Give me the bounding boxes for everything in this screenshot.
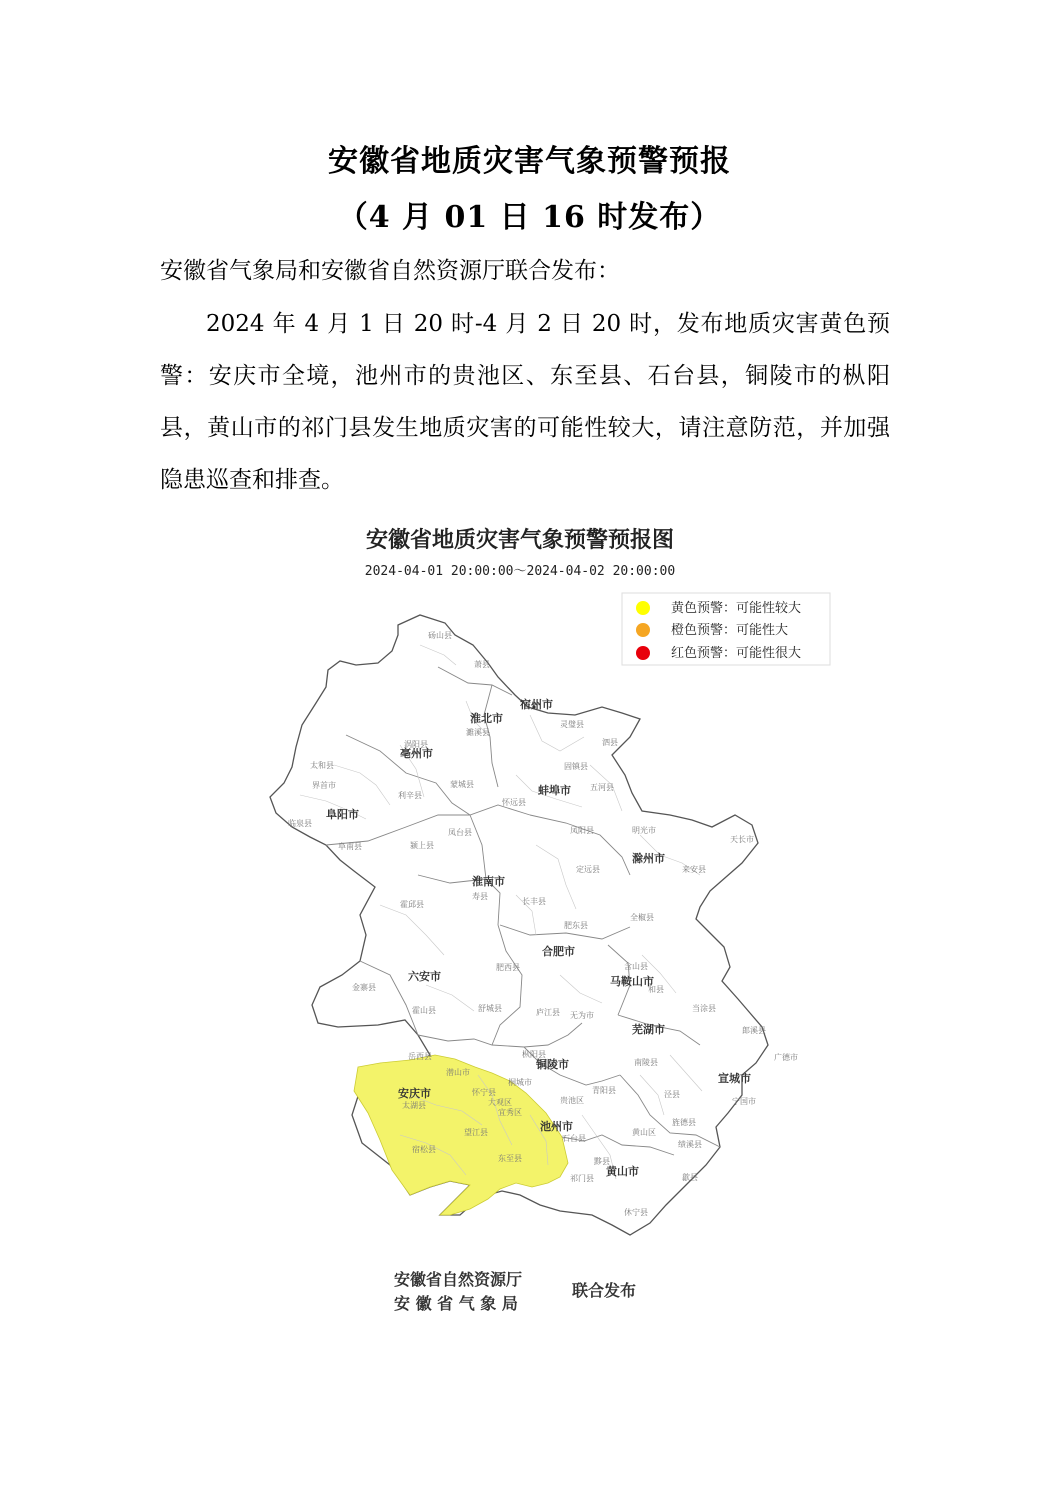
city-label-luan: 六安市 [408,970,441,983]
legend-orange-swatch [636,623,650,637]
county-label: 萧县 [474,660,490,669]
county-label: 贵池区 [560,1096,584,1105]
county-label: 绩溪县 [678,1140,702,1149]
county-label: 霍邱县 [400,900,424,909]
county-label: 东至县 [498,1154,522,1163]
county-label: 来安县 [682,865,706,874]
county-label: 岳西县 [408,1052,432,1061]
county-label: 广德市 [774,1053,798,1062]
document-title: 安徽省地质灾害气象预警预报 [328,144,731,179]
county-label: 太湖县 [402,1101,426,1110]
county-label: 黟县 [594,1157,610,1166]
county-label: 黄山区 [632,1128,656,1137]
county-label: 舒城县 [478,1004,502,1013]
legend-yellow-swatch [636,601,650,615]
county-label: 濉溪县 [466,728,490,737]
county-label: 南陵县 [634,1058,658,1067]
warning-paragraph: 2024 年 4 月 1 日 20 时-4 月 2 日 20 时，发布地质灾害黄色预警：安庆市全境，池州市的贵池区、东至县、石台县，铜陵市的枞阳县，黄山市的祁门县发生地质灾害的可能性较大，请注意防范，并加强隐患巡查和排查。 [160,311,890,493]
county-label: 旌德县 [672,1118,696,1127]
county-label: 泗县 [602,738,618,747]
county-label: 凤台县 [448,828,472,837]
county-label: 休宁县 [624,1208,648,1217]
publisher-line-2: 安 徽 省 气 象 局 [394,1294,518,1313]
county-label: 桐城市 [508,1078,532,1087]
legend-red-swatch [636,646,650,660]
publisher-block [394,1270,636,1313]
county-label: 寿县 [472,892,488,901]
legend-red-label: 红色预警：可能性很大 [671,646,802,661]
county-label: 大观区 [488,1098,512,1107]
county-label: 宁国市 [732,1097,756,1106]
county-label: 枞阳县 [522,1050,546,1059]
county-label: 全椒县 [630,913,654,922]
city-label-tongling: 铜陵市 [536,1058,569,1071]
county-label: 颍上县 [410,841,434,850]
city-label-hefei: 合肥市 [542,945,575,958]
county-label: 金寨县 [352,983,376,992]
city-label-huainan: 淮南市 [472,875,505,888]
city-label-maanshan: 马鞍山市 [610,975,654,988]
county-label: 肥西县 [496,963,520,972]
county-label: 涡阳县 [404,740,428,749]
city-label-huangshan: 黄山市 [606,1165,639,1178]
county-label: 无为市 [570,1011,594,1020]
county-label: 凤阳县 [570,826,594,835]
county-label: 界首市 [312,781,336,790]
county-label: 阜南县 [338,842,362,851]
county-label: 定远县 [576,865,600,874]
document-subtitle: （4 月 01 日 16 时发布） [337,200,722,235]
county-label: 怀宁县 [472,1088,496,1097]
county-label: 太和县 [310,761,334,770]
legend-yellow-label: 黄色预警：可能性较大 [671,601,802,616]
county-label: 临泉县 [288,819,312,828]
county-label: 长丰县 [522,897,546,906]
warning-map-figure [230,515,850,1315]
county-label: 宿松县 [412,1145,436,1154]
publisher-line-1: 安徽省自然资源厅 [394,1270,523,1289]
intro-paragraph: 安徽省气象局和安徽省自然资源厅联合发布： [160,258,620,284]
county-label: 宜秀区 [498,1108,522,1117]
county-label: 固镇县 [564,762,588,771]
county-label: 霍山县 [412,1006,436,1015]
county-label: 灵璧县 [560,720,584,729]
county-label: 郎溪县 [742,1026,766,1035]
county-label: 肥东县 [564,921,588,930]
map-time-range: 2024-04-01 20:00:00～2024-04-02 20:00:00 [364,564,676,579]
city-label-fuyang: 阜阳市 [326,808,359,821]
county-label: 青阳县 [592,1086,616,1095]
legend-orange-label: 橙色预警：可能性大 [671,623,789,638]
county-label: 蒙城县 [450,780,474,789]
city-label-huaibei: 淮北市 [470,712,503,725]
city-label-suzhou: 宿州市 [520,698,553,711]
county-label: 明光市 [632,826,656,835]
city-label-bengbu: 蚌埠市 [538,784,571,797]
warning-map [230,515,850,1315]
city-label-bozhou: 亳州市 [400,747,433,760]
county-label: 石台县 [562,1134,586,1143]
county-label: 利辛县 [398,791,422,800]
county-label: 望江县 [464,1128,488,1137]
city-label-chuzhou: 滁州市 [632,852,665,865]
county-label: 祁门县 [570,1174,594,1183]
county-label: 歙县 [682,1173,698,1182]
county-label: 怀远县 [502,798,526,807]
county-label: 含山县 [624,962,648,971]
county-label: 天长市 [730,835,754,844]
county-label: 泾县 [664,1090,680,1099]
city-label-wuhu: 芜湖市 [632,1023,665,1036]
county-label: 潜山市 [446,1068,470,1077]
publisher-joint: 联合发布 [572,1281,637,1300]
county-label: 和县 [648,985,664,994]
city-label-anqing: 安庆市 [398,1087,431,1100]
county-label: 五河县 [590,783,614,792]
county-label: 庐江县 [536,1008,560,1017]
city-label-chizhou: 池州市 [540,1120,573,1133]
county-label: 当涂县 [692,1004,716,1013]
map-legend [622,593,830,665]
city-label-xuancheng: 宣城市 [718,1072,751,1085]
county-label: 砀山县 [428,631,452,640]
map-title: 安徽省地质灾害气象预警预报图 [365,528,675,553]
